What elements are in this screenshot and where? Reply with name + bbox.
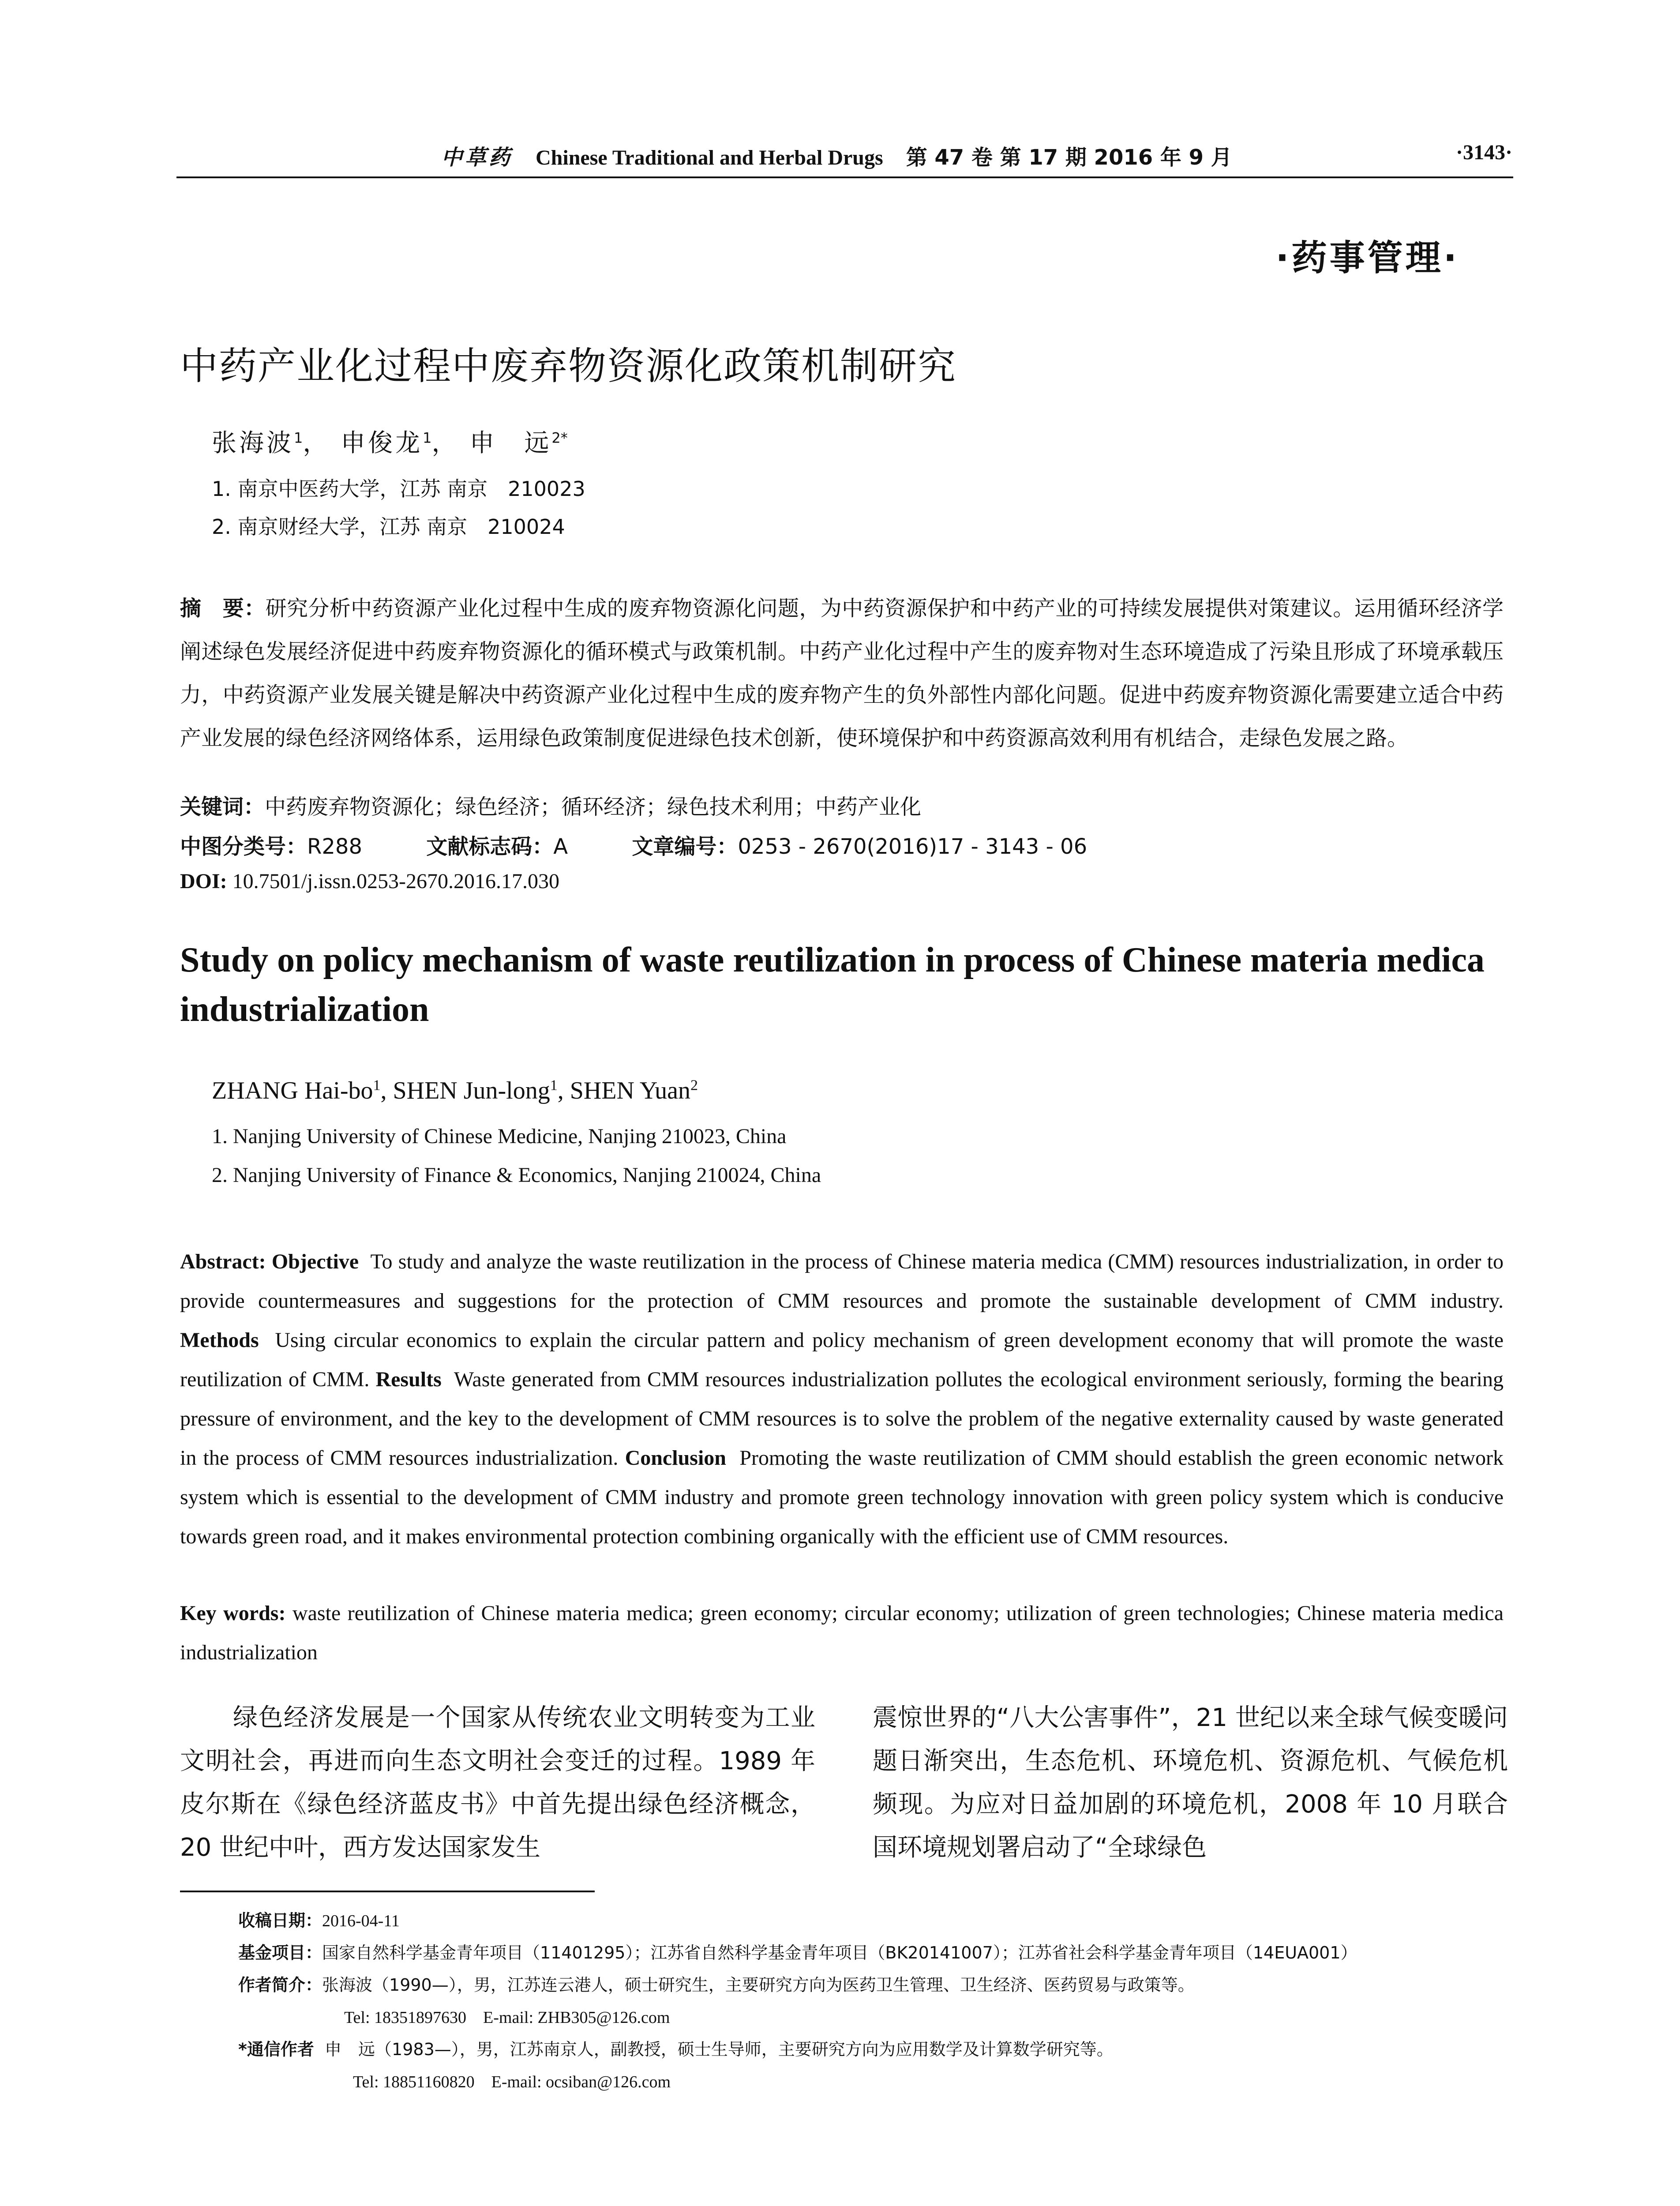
journal-name-cn: 中草药 (441, 145, 513, 170)
en-abstract-label: Abstract: (180, 1250, 266, 1273)
cn-author-sep: ， (303, 429, 330, 458)
cn-author-name: 申俊龙 (341, 429, 423, 458)
results-text: Waste generated from CMM resources industrialization pollutes the ecological environment seriously, forming the bearing pressure of environment, and the key to the development of CMM resources is to solve the problem of the negative externality caused by waste generated in the process of CMM resources industrialization. (180, 1368, 1504, 1470)
en-author-sup: 1 (373, 1077, 381, 1094)
clc-label: 中图分类号： (180, 834, 308, 859)
en-author-name: SHEN Jun-long (393, 1077, 550, 1104)
clc-value: R288 (307, 834, 362, 859)
en-author-sep: , (557, 1077, 570, 1104)
footnote-fund (238, 1939, 1358, 1963)
cn-affiliation: 2. 南京财经大学，江苏 南京 210024 (212, 515, 565, 539)
body-column-left: 绿色经济发展是一个国家从传统农业文明转变为工业文明社会，再进而向生态文明社会变迁的过程。1989 年皮尔斯在《绿色经济蓝皮书》中首先提出绿色经济概念，20 世纪中叶，西方发达国家发生 (180, 1703, 815, 1862)
conclusion-text: Promoting the waste reutilization of CMM should establish the green economic network system which is essential to the development of CMM industry and promote green technology innovation with green policy system which is conducive towards green road, and it makes environmental protection combining organically with the efficient use of CMM resources. (180, 1446, 1504, 1548)
cn-title: 中药产业化过程中废弃物资源化政策机制研究 (180, 344, 956, 388)
doc-code-value: A (553, 834, 568, 859)
received-label: 收稿日期： (238, 1911, 322, 1930)
cn-author-sep: ， (431, 429, 459, 458)
en-abstract (180, 1242, 1504, 1556)
objective-text: To study and analyze the waste reutilization in the process of Chinese materia medica (CMM) resources industrialization, in order to provide countermeasures and suggestions for the protection of CMM resources and promote the sustainable development of CMM industry. (180, 1250, 1504, 1313)
cn-affiliation: 1. 南京中医药大学，江苏 南京 210023 (212, 477, 585, 501)
footnote-author-contact: Tel: 18351897630 E-mail: ZHB305@126.com (344, 2008, 670, 2027)
footnote-received (238, 1907, 400, 1931)
cn-author-name: 申 远 (469, 429, 552, 458)
bio-text: 张海波（1990—），男，江苏连云港人，硕士研究生，主要研究方向为医药卫生管理、卫生经济、医药贸易与政策等。 (322, 1975, 1195, 1995)
cn-author-sup: 1 (294, 429, 303, 446)
footnote-author-bio (238, 1971, 1195, 1996)
bio-label: 作者简介： (238, 1975, 322, 1995)
en-title: Study on policy mechanism of waste reutilization in process of Chinese materia medica industrialization (180, 941, 1485, 1029)
issue-info: 第 47 卷 第 17 期 2016 年 9 月 (906, 145, 1232, 170)
results-label: Results (375, 1368, 442, 1391)
en-affiliation: 2. Nanjing University of Finance & Economics, Nanjing 210024, China (212, 1163, 821, 1187)
cn-classification (180, 829, 1087, 860)
cn-abstract-label: 摘 要： (180, 596, 266, 621)
journal-name-en: Chinese Traditional and Herbal Drugs (536, 146, 883, 169)
en-keywords (180, 1594, 1504, 1672)
cn-abstract (180, 587, 1504, 760)
en-keywords-label: Key words: (180, 1602, 286, 1625)
cn-authors (212, 424, 568, 459)
en-affiliation: 1. Nanjing University of Chinese Medicine, Nanjing 210023, China (212, 1125, 787, 1148)
cn-keywords-text: 中药废弃物资源化；绿色经济；循环经济；绿色技术利用；中药产业化 (265, 795, 922, 819)
methods-label: Methods (180, 1328, 259, 1352)
footnote-rule (180, 1891, 595, 1892)
objective-label: Objective (271, 1250, 359, 1273)
corr-label: *通信作者 (238, 2040, 314, 2059)
footnote-corresponding-contact: Tel: 18851160820 E-mail: ocsiban@126.com (353, 2073, 671, 2091)
cn-author-sup: 2* (551, 429, 568, 446)
article-no-label: 文章编号： (632, 834, 738, 859)
cn-keywords (180, 790, 921, 820)
cn-abstract-text: 研究分析中药资源产业化过程中生成的废弃物资源化问题，为中药资源保护和中药产业的可持续发展提供对策建议。运用循环经济学阐述绿色发展经济促进中药废弃物资源化的循环模式与政策机制。中药产业化过程中产生的废弃物对生态环境造成了污染且形成了环境承载压力，中药资源产业发展关键是解决中药资源产业化过程中生成的废弃物产生的负外部性内部化问题。促进中药废弃物资源化需要建立适合中药产业发展的绿色经济网络体系，运用绿色政策制度促进绿色技术创新，使环境保护和中药资源高效利用有机结合，走绿色发展之路。 (180, 596, 1504, 750)
cn-author-name: 张海波 (212, 429, 294, 458)
doc-code-label: 文献标志码： (426, 834, 554, 859)
header-rule (176, 176, 1513, 178)
doi (180, 869, 559, 893)
doi-value: 10.7501/j.issn.0253-2670.2016.17.030 (232, 870, 560, 893)
article-no-value: 0253 - 2670(2016)17 - 3143 - 06 (738, 834, 1088, 859)
en-author-name: SHEN Yuan (570, 1077, 690, 1104)
en-author-sup: 1 (550, 1077, 558, 1094)
page-number: ·3143· (1455, 141, 1512, 164)
en-keywords-text: waste reutilization of Chinese materia medica; green economy; circular economy; utilization of green technologies; Chinese materia medica industrialization (180, 1602, 1504, 1664)
received-date: 2016-04-11 (322, 1912, 400, 1930)
body-column-right: 震惊世界的“八大公害事件”，21 世纪以来全球气候变暖问题日渐突出，生态危机、环境危机、资源危机、气候危机频现。为应对日益加剧的环境危机，2008 年 10 月联合国环境规划署启动了“全球绿色 (873, 1703, 1508, 1862)
en-authors (212, 1077, 698, 1105)
fund-text: 国家自然科学基金青年项目（11401295）；江苏省自然科学基金青年项目（BK20141007）；江苏省社会科学基金青年项目（14EUA001） (322, 1943, 1358, 1962)
corr-text: 申 远（1983—），男，江苏南京人，副教授，硕士生导师，主要研究方向为应用数学及计算数学研究等。 (325, 2040, 1114, 2059)
section-tag: ·药事管理· (1275, 237, 1459, 278)
doi-label: DOI: (180, 870, 227, 893)
cn-author-sup: 1 (423, 429, 432, 446)
methods-text: Using circular economics to explain the circular pattern and policy mechanism of green development economy that will promote the waste reutilization of CMM. (180, 1328, 1504, 1391)
en-author-name: ZHANG Hai-bo (212, 1077, 373, 1104)
running-header (441, 140, 1232, 171)
conclusion-label: Conclusion (625, 1446, 726, 1470)
en-author-sep: , (380, 1077, 393, 1104)
cn-keywords-label: 关键词： (180, 795, 265, 819)
footnote-corresponding (238, 2036, 1114, 2060)
fund-label: 基金项目： (238, 1943, 322, 1962)
en-author-sup: 2 (690, 1077, 698, 1094)
